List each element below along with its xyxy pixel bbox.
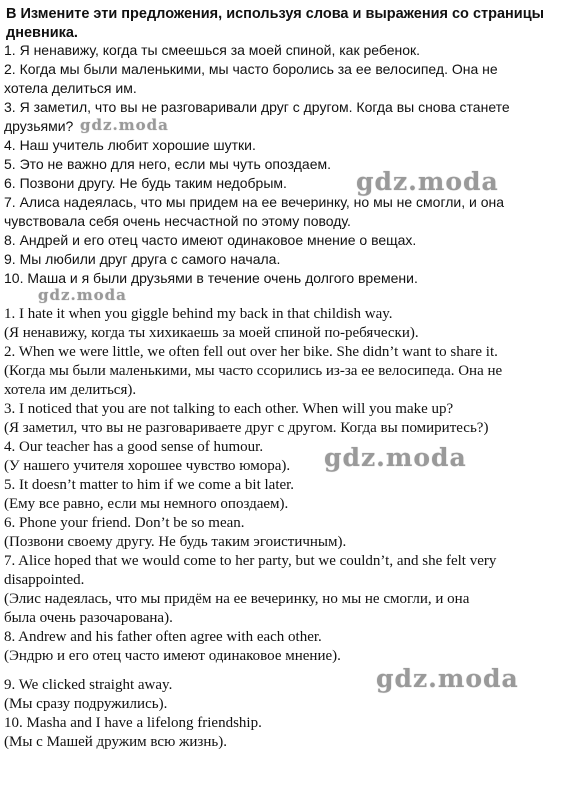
ru-sentence-6: 6. Позвони другу. Не будь таким недобрым. [4,175,287,191]
answer-9-ru: (Мы сразу подружились). [4,696,168,712]
ru-sentence-3b: друзьями? [4,118,74,134]
watermark: gdz.moda [80,116,169,134]
answer-6-en: 6. Phone your friend. Don’t be so mean. [4,515,245,531]
ru-sentence-2a: 2. Когда мы были маленькими, мы часто боролись за ее велосипед. Она не [4,61,498,77]
answer-5-ru: (Ему все равно, если мы немного опоздаем). [4,496,289,512]
watermark: gdz.moda [356,167,499,196]
answer-3-en: 3. I noticed that you are not talking to each other. When will you make up? [4,401,454,417]
answer-1-en: 1. I hate it when you giggle behind my back in that childish way. [4,306,393,322]
answer-2-ru-a: (Когда мы были маленькими, мы часто ссорились из-за ее велосипеда. Она не [4,363,503,379]
ru-sentence-5: 5. Это не важно для него, если мы чуть опоздаем. [4,156,331,172]
answer-7-en-b: disappointed. [4,572,85,588]
ru-sentence-1: 1. Я ненавижу, когда ты смеешься за моей спиной, как ребенок. [4,42,421,58]
answer-10-ru: (Мы с Машей дружим всю жизнь). [4,734,227,750]
answer-7-ru-a: (Элис надеялась, что мы придём на ее вечеринку, но мы не смогли, и она [4,591,470,607]
ru-sentence-7a: 7. Алиса надеялась, что мы придем на ее вечеринку, но мы не смогли, и она [4,194,505,210]
ru-sentence-2b: хотела делиться им. [4,80,137,96]
ru-sentence-3a: 3. Я заметил, что вы не разговаривали друг с другом. Когда вы снова станете [4,99,510,115]
answer-9-en: 9. We clicked straight away. [4,677,173,693]
answer-3-ru: (Я заметил, что вы не разговариваете друг с другом. Когда вы помиритесь?) [4,420,489,436]
answer-6-ru: (Позвони своему другу. Не будь таким эгоистичным). [4,534,347,550]
answer-2-en: 2. When we were little, we often fell out over her bike. She didn’t want to share it. [4,344,498,360]
answer-10-en: 10. Masha and I have a lifelong friendship. [4,715,262,731]
watermark: gdz.moda [38,286,127,304]
ru-sentence-9: 9. Мы любили друг друга с самого начала. [4,251,281,267]
answer-8-en: 8. Andrew and his father often agree with each other. [4,629,322,645]
answer-7-en-a: 7. Alice hoped that we would come to her party, but we couldn’t, and she felt very [4,553,497,569]
answer-4-ru: (У нашего учителя хорошее чувство юмора). [4,458,291,474]
answer-8-ru: (Эндрю и его отец часто имеют одинаковое мнение). [4,648,341,664]
watermark: gdz.moda [324,443,467,472]
answer-4-en: 4. Our teacher has a good sense of humour. [4,439,264,455]
watermark: gdz.moda [376,664,519,693]
answer-1-ru: (Я ненавижу, когда ты хихикаешь за моей спиной по-ребячески). [4,325,419,341]
ru-sentence-8: 8. Андрей и его отец часто имеют одинаковое мнение о вещах. [4,232,417,248]
answer-5-en: 5. It doesn’t matter to him if we come a bit later. [4,477,295,493]
ru-sentence-7b: чувствовала себя очень несчастной по этому поводу. [4,213,351,229]
ru-sentence-10: 10. Маша и я были друзьями в течение очень долгого времени. [4,270,418,286]
ru-sentence-4: 4. Наш учитель любит хорошие шутки. [4,137,256,153]
answer-2-ru-b: хотела им делиться). [4,382,137,398]
exercise-heading: В Измените эти предложения, используя слова и выражения со страницы дневника. [6,6,545,41]
answer-7-ru-b: была очень разочарована). [4,610,173,626]
